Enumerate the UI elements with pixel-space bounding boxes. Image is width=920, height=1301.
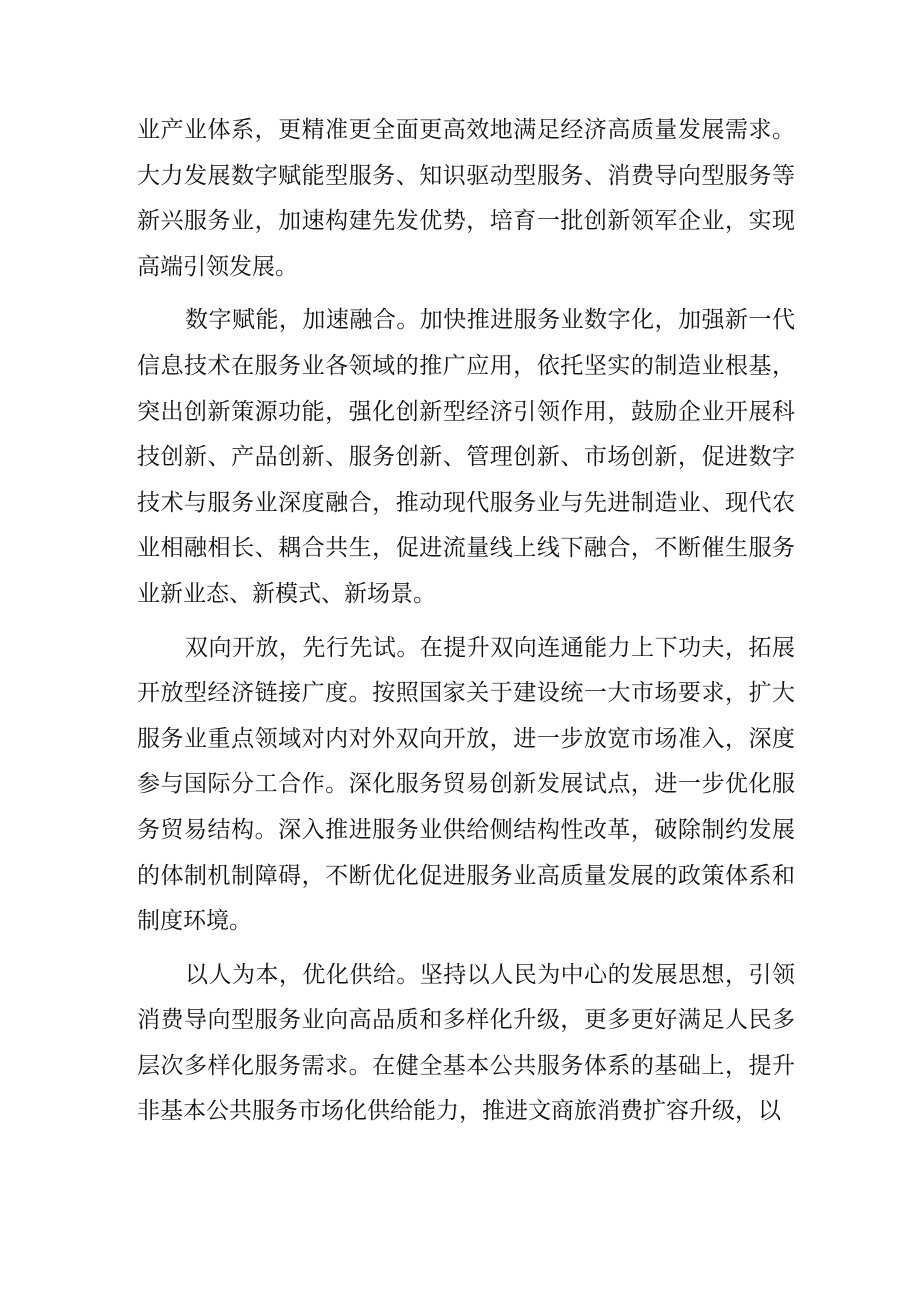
- paragraph-2: 数字赋能，加速融合。加快推进服务业数字化，加强新一代信息技术在服务业各领域的推广应用，依托坚实的制造业根基，突出创新策源功能，强化创新型经济引领作用，鼓励企业开展科技创新、产品创新、服务创新、管理创新、市场创新，促进数字技术与服务业深度融合，推动现代服务业与先进制造业、现代农业相融相长、耦合共生，促进流量线上线下融合，不断催生服务业新业态、新模式、新场景。: [137, 307, 795, 607]
- paragraph-3: 双向开放，先行先试。在提升双向连通能力上下功夫，拓展开放型经济链接广度。按照国家关于建设统一大市场要求，扩大服务业重点领域对内对外双向开放，进一步放宽市场准入，深度参与国际分工合作。深化服务贸易创新发展试点，进一步优化服务贸易结构。深入推进服务业供给侧结构性改革，破除制约发展的体制机制障碍，不断优化促进服务业高质量发展的政策体系和制度环境。: [137, 634, 795, 935]
- paragraph-4: 以人为本，优化供给。坚持以人民为中心的发展思想，引领消费导向型服务业向高品质和多样化升级，更多更好满足人民多层次多样化服务需求。在健全基本公共服务体系的基础上，提升非基本公共服务市场化供给能力，推进文商旅消费扩容升级，以: [137, 961, 795, 1125]
- document-body: [137, 108, 795, 1135]
- paragraph-1: 业产业体系，更精准更全面更高效地满足经济高质量发展需求。大力发展数字赋能型服务、知识驱动型服务、消费导向型服务等新兴服务业，加速构建先发优势，培育一批创新领军企业，实现高端引领发展。: [137, 117, 795, 280]
